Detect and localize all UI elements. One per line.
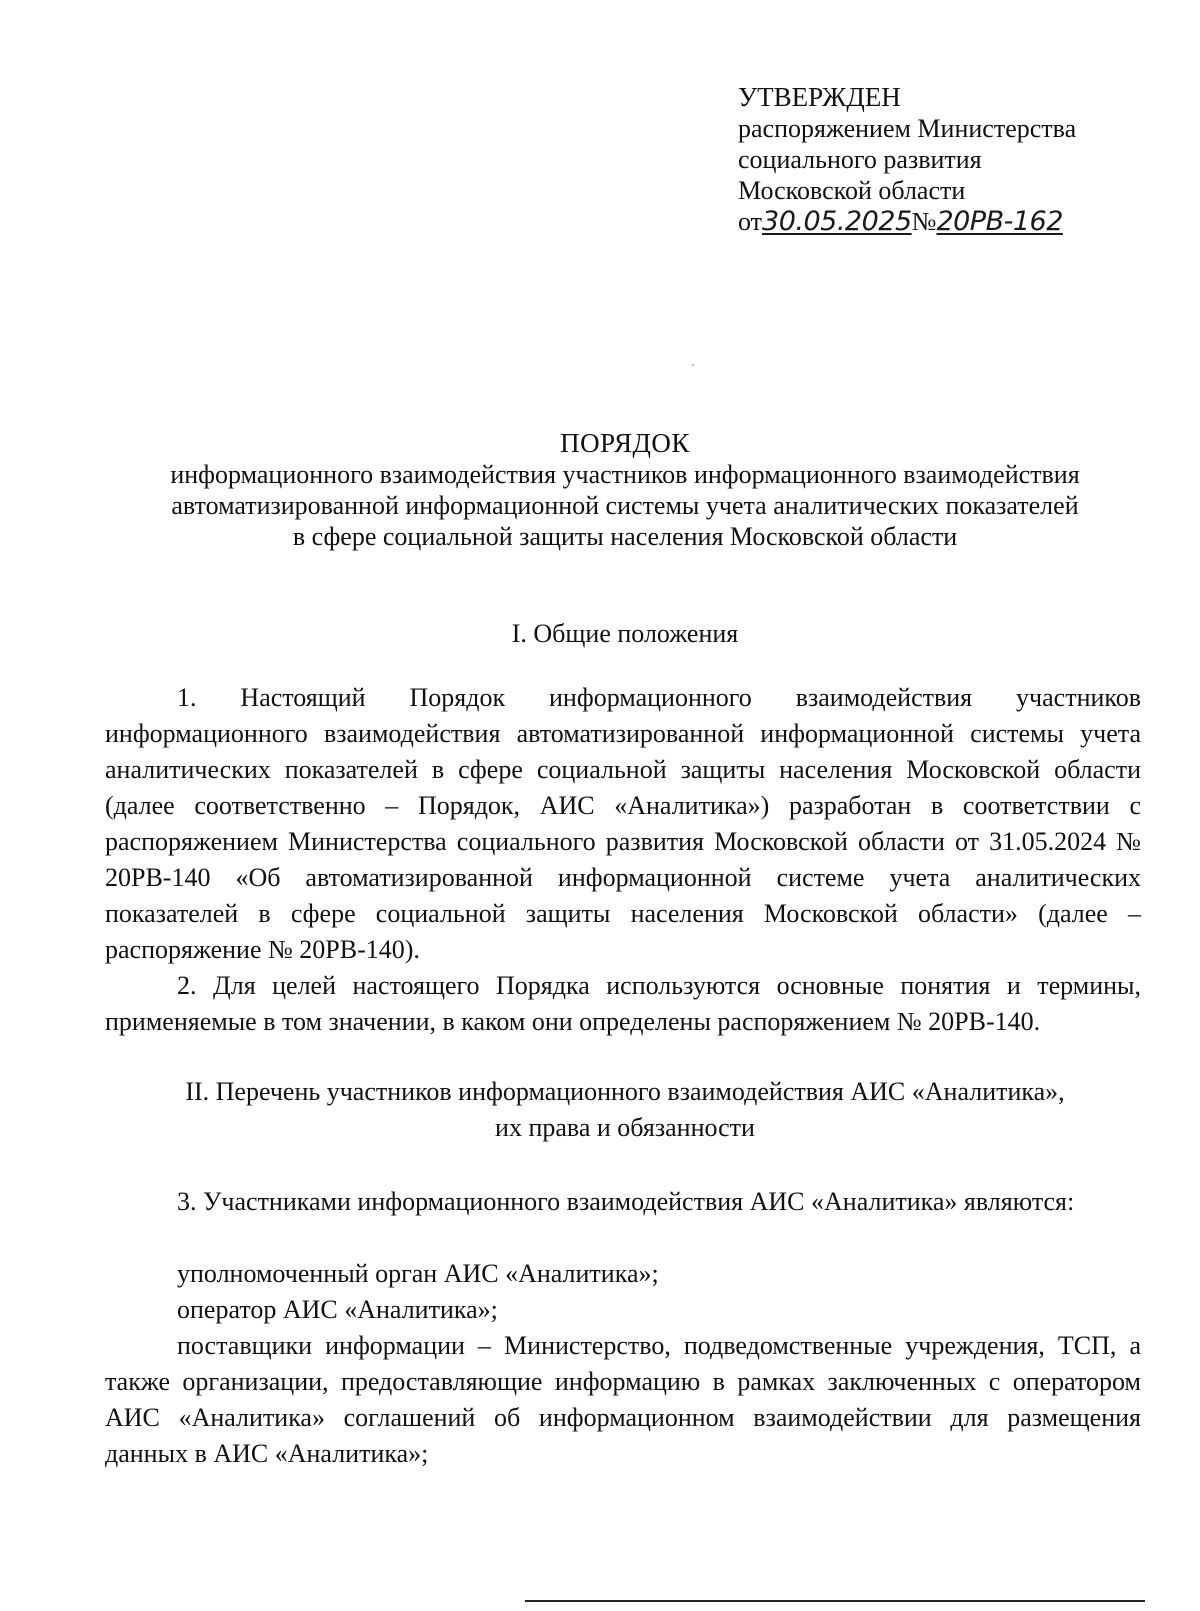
date-prefix: от	[738, 207, 763, 236]
list-item-1: уполномоченный орган АИС «Аналитика»;	[177, 1259, 659, 1288]
section-2-heading-line-2: их права и обязанности	[495, 1113, 755, 1142]
title-main: ПОРЯДОК	[560, 428, 690, 458]
section-1-heading: I. Общие положения	[511, 619, 739, 648]
paragraph-1: 1. Настоящий Порядок информационного взаимодействия участников информационного взаимодействия автоматизированной информационной системы учета аналитических показателей в сфере социальной защиты населения Московской области (далее соответственно – Порядок, АИС «Аналитика») разработан в соответствии с распоряжением Министерства социального развития Московской области от 31.05.2024 № 20РВ-140 «Об автоматизированной информационной системе учета аналитических показателей в сфере социальной защиты населения Московской области» (далее – распоряжение № 20РВ-140).	[105, 683, 1141, 964]
approval-line-2: социального развития	[738, 145, 982, 174]
handwritten-number: 20РВ-162	[936, 206, 1063, 237]
title-line-3: в сфере социальной защиты населения Московской области	[292, 522, 958, 551]
paragraph-2: 2. Для целей настоящего Порядка используются основные понятия и термины, применяемые в том значении, в каком они определены распоряжением № 20РВ-140.	[105, 971, 1141, 1036]
list-item-3: поставщики информации – Министерство, подведомственные учреждения, ТСП, а также организации, предоставляющие информацию в рамках заключенных с оператором АИС «Аналитика» соглашений об информационном взаимодействии для размещения данных в АИС «Аналитика»;	[105, 1331, 1141, 1468]
page-bottom-line	[525, 1600, 1145, 1602]
title-line-2: автоматизированной информационной системы учета аналитических показателей	[171, 491, 1079, 520]
approval-line-3: Московской области	[738, 176, 966, 205]
section-2-heading	[105, 1074, 1145, 1146]
title-line-1: информационного взаимодействия участников информационного взаимодействия	[170, 460, 1080, 489]
handwritten-date: 30.05.2025	[762, 206, 912, 237]
approval-title: УТВЕРЖДЕН	[738, 82, 901, 112]
document-title	[105, 428, 1145, 552]
approval-line-1: распоряжением Министерства	[738, 114, 1077, 143]
list-item-2: оператор АИС «Аналитика»;	[177, 1295, 498, 1324]
number-prefix: №	[911, 207, 937, 236]
approval-date-line	[738, 206, 1158, 237]
paragraph-3: 3. Участниками информационного взаимодействия АИС «Аналитика» являются:	[177, 1187, 1075, 1216]
section-2-heading-line-1: II. Перечень участников информационного взаимодействия АИС «Аналитика»,	[185, 1077, 1065, 1106]
scan-speck	[692, 364, 694, 366]
approval-block	[738, 82, 1158, 237]
